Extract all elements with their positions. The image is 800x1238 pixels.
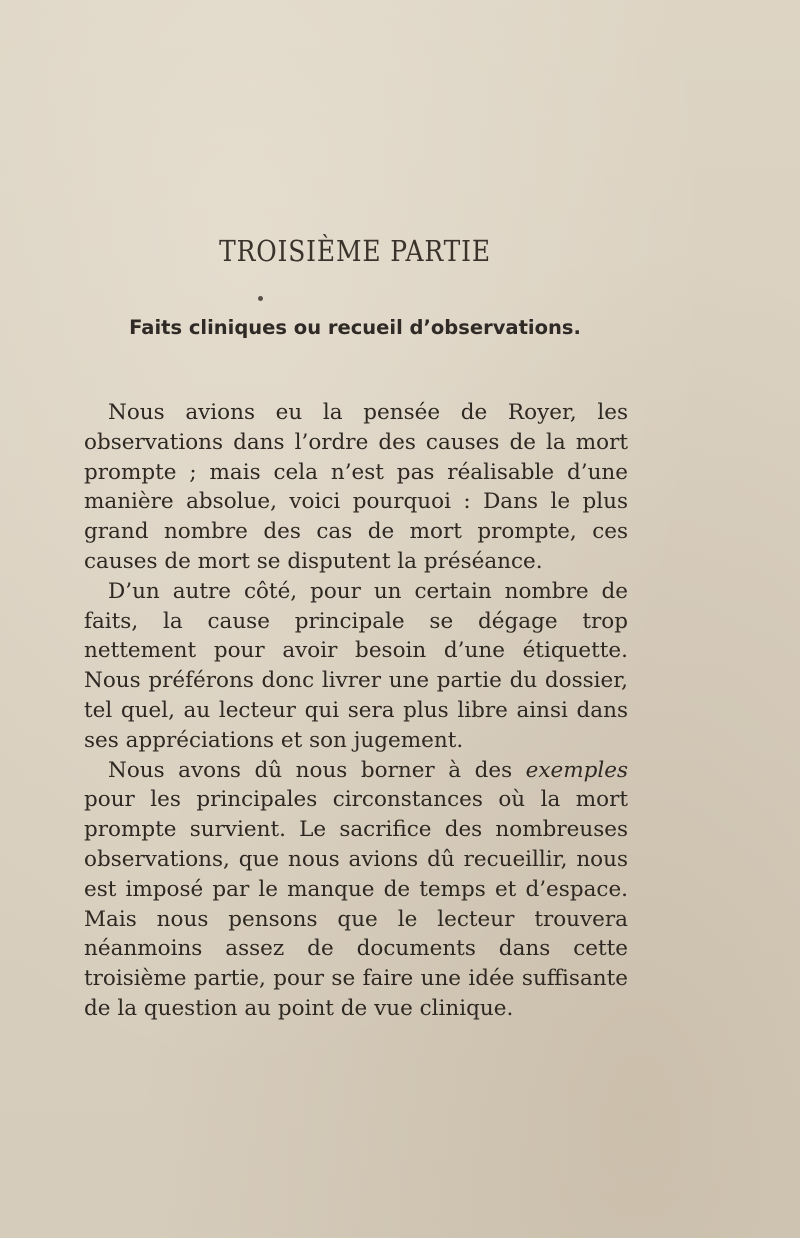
paragraph-3: [84, 756, 628, 1024]
paragraph-3-start: Nous avons dû nous borner à des: [108, 757, 526, 783]
paragraph-2: D’un autre côté, pour un certain nombre de faits, la cause principale se dégage trop nettement pour avoir besoin d’une étiquette. Nous préférons donc livrer une partie du dossier, tel quel, au lecteur qui sera plus libre ainsi dans ses appréciations et son jugement.: [84, 578, 628, 753]
paragraph-1: Nous avions eu la pensée de Royer, les observations dans l’ordre des causes de la mort prompte ; mais cela n’est pas réalisable d’une manière absolue, voici pourquoi : Dans le plus grand nombre des cas de mort prompte, ces causes de mort se disputent la préséance.: [84, 400, 628, 574]
ornament-dot: [258, 296, 263, 301]
page-title: TROISIÈME PARTIE: [219, 234, 491, 268]
paragraph-3-end: pour les principales circonstances où la mort prompte survient. Le sacrifice des nombreuses observations, que nous avions dû recueillir, nous est imposé par le manque de temps et d’espace. Mais nous pensons que le lecteur trouvera néanmoins assez de documents dans cette troisième partie, pour se faire une idée suffisante de la question au point de vue clinique.: [84, 787, 628, 1021]
body-text: [84, 398, 628, 1024]
section-subtitle: Faits cliniques ou recueil d’observations.: [129, 316, 581, 339]
emphasis-exemples: exemples: [525, 757, 628, 783]
